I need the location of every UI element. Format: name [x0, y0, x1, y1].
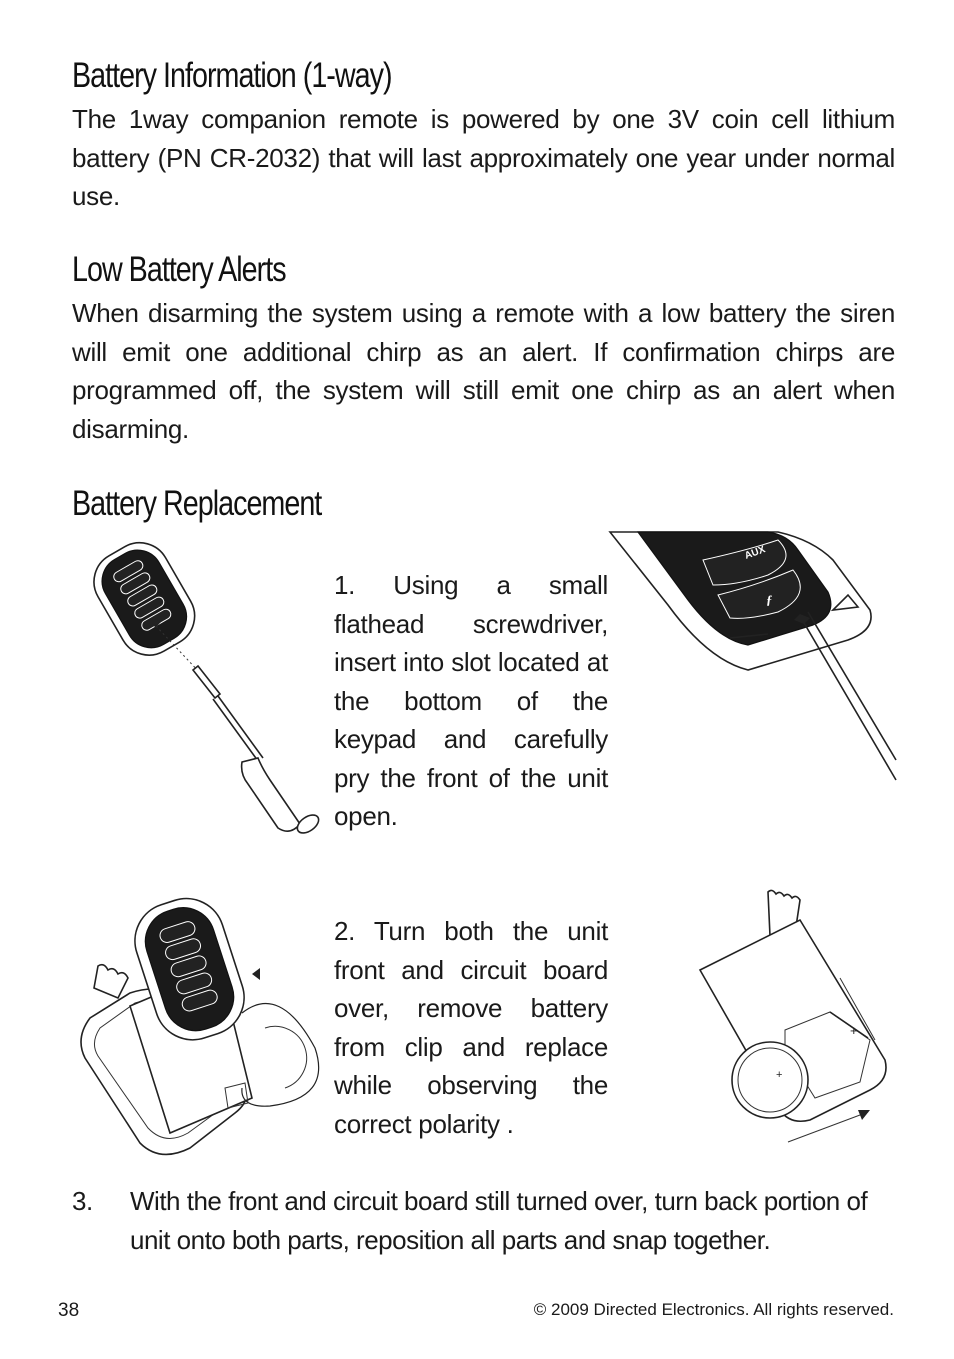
clip-plus-sign: +	[850, 1023, 858, 1038]
exploded-remote-illustration	[70, 888, 332, 1158]
heading-low-battery-alerts: Low Battery Alerts	[72, 250, 286, 289]
circuit-board-battery-illustration	[690, 880, 900, 1148]
step-1-number: 1.	[334, 570, 356, 600]
heading-battery-replacement: Battery Replacement	[72, 484, 322, 523]
pry-closeup-illustration	[608, 530, 898, 790]
step-1-body: Using a small flathead screwdriver, insert into slot located at the bottom of the keypad and carefully pry the front of the unit open.	[334, 570, 608, 831]
heading-battery-information: Battery Information (1-way)	[72, 56, 392, 95]
low-battery-alerts-text: When disarming the system using a remote with a low battery the siren will emit one additional chirp as an alert. If confirmation chirps are programmed off, the system will still emit one chirp as an alert when disarming.	[72, 298, 895, 444]
aux-label: AUX	[743, 544, 767, 562]
copyright: © 2009 Directed Electronics. All rights reserved.	[533, 1300, 894, 1319]
step-3-number: 3.	[72, 1186, 93, 1216]
battery-plus-sign: +	[776, 1069, 783, 1081]
step-3-text: With the front and circuit board still turned over, turn back portion of unit onto both parts, reposition all parts and snap together.	[130, 1186, 868, 1255]
step-2-body: Turn both the unit front and circuit board over, remove battery from clip and replace while observing the correct polarity .	[334, 916, 608, 1139]
step-1-text	[334, 566, 608, 836]
remote-screwdriver-illustration	[68, 526, 330, 836]
f-icon: ƒ	[766, 592, 773, 607]
step-2-text	[334, 912, 608, 1143]
step-2-number: 2.	[334, 916, 356, 946]
battery-information-text: The 1way companion remote is powered by one 3V coin cell lithium battery (PN CR-2032) that will last approximately one year under normal use.	[72, 104, 895, 211]
page-number: 38	[58, 1300, 80, 1321]
